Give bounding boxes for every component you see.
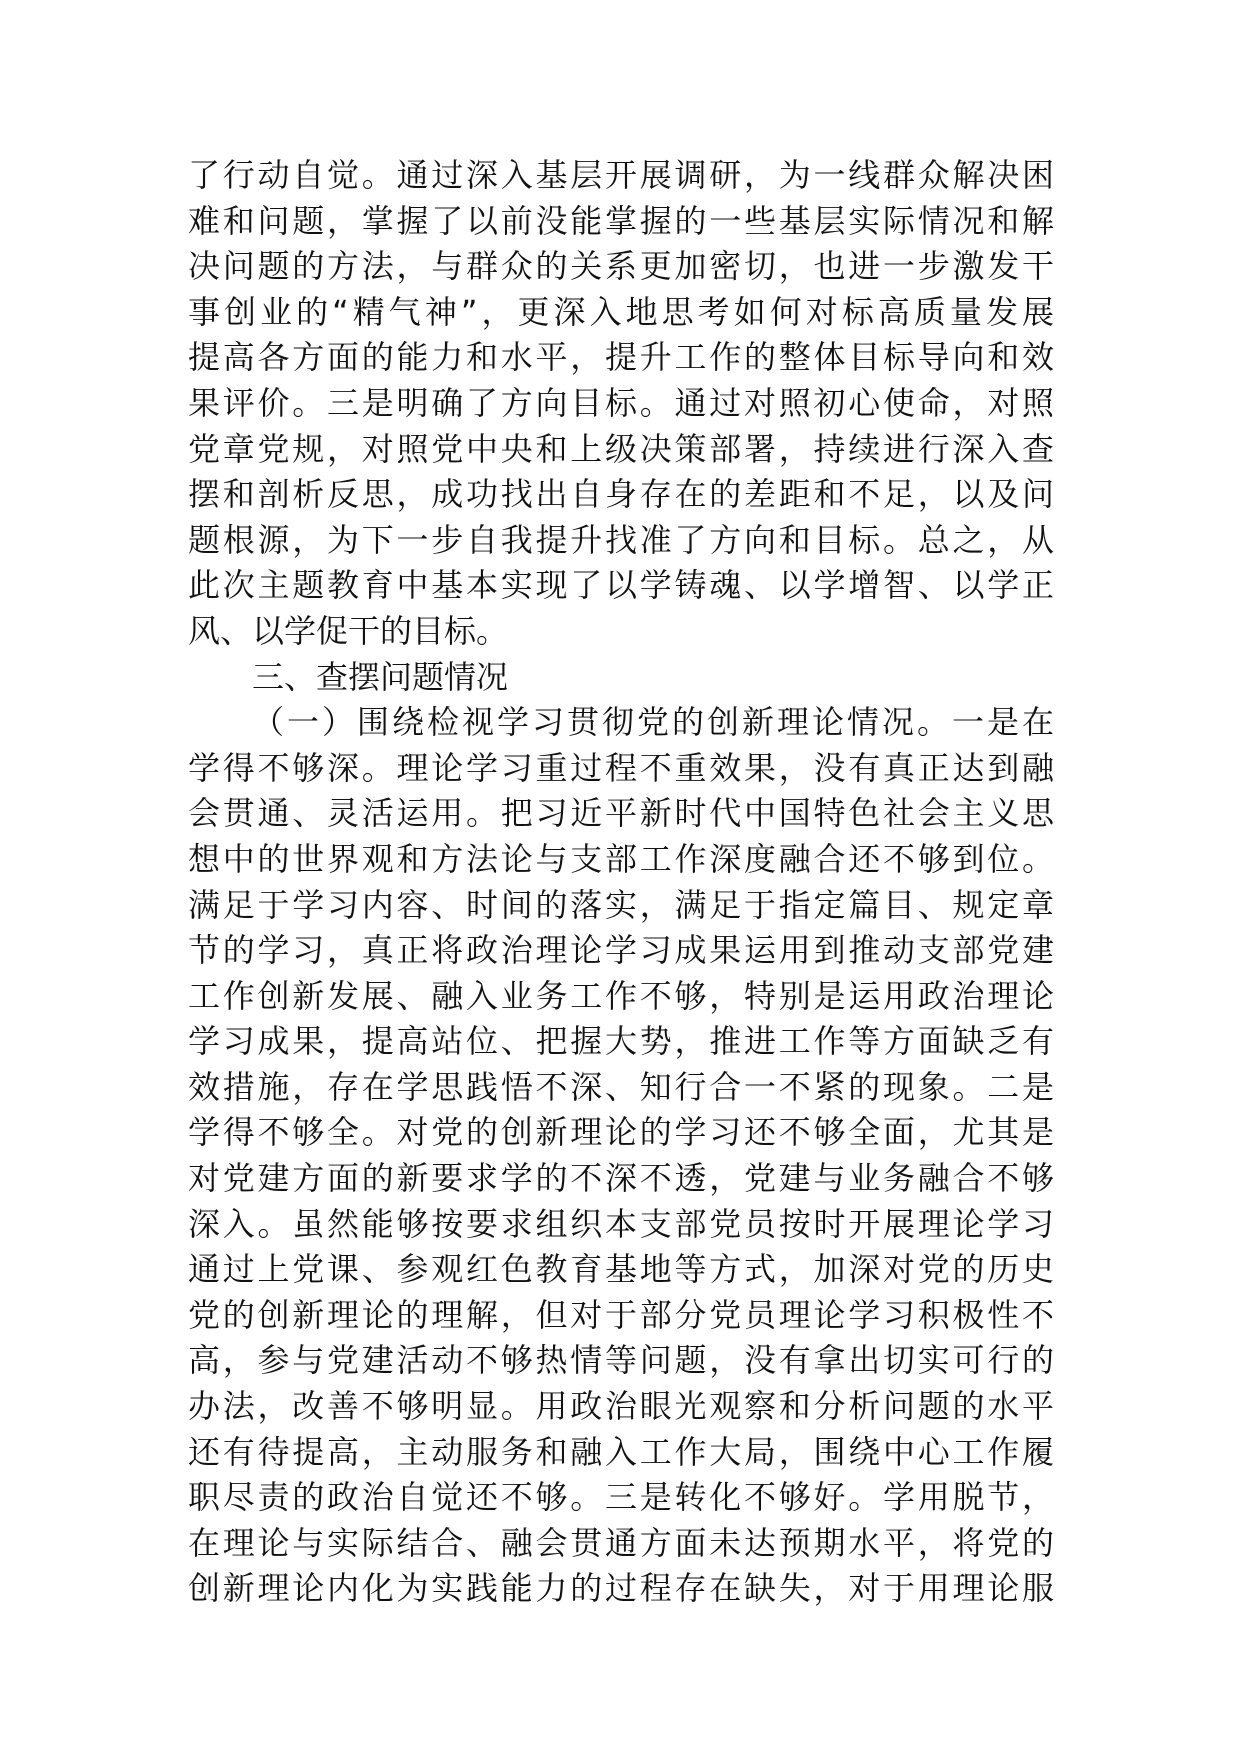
text-line: 想中的世界观和方法论与支部工作深度融合还不够到位。 bbox=[188, 839, 1054, 878]
text-line: 摆和剖析反思，成功找出自身存在的差距和不足，以及问 bbox=[188, 475, 1054, 514]
subsection-first-line: （一）围绕检视学习贯彻党的创新理论情况。一是在 bbox=[252, 703, 1054, 742]
text-line: 党的创新理论的理解，但对于部分党员理论学习积极性不 bbox=[188, 1295, 1054, 1334]
text-line: 风、以学促干的目标。 bbox=[188, 611, 509, 650]
text-line: 还有待提高，主动服务和融入工作大局，围绕中心工作履 bbox=[188, 1432, 1054, 1471]
text-line: 对党建方面的新要求学的不深不透，党建与业务融合不够 bbox=[188, 1159, 1054, 1198]
text-line: 创新理论内化为实践能力的过程存在缺失，对于用理论服 bbox=[188, 1569, 1054, 1608]
text-line: 党章党规，对照党中央和上级决策部署，持续进行深入查 bbox=[188, 429, 1054, 468]
text-line: 难和问题，掌握了以前没能掌握的一些基层实际情况和解 bbox=[188, 201, 1054, 240]
text-line: 职尽责的政治自觉还不够。三是转化不够好。学用脱节， bbox=[188, 1478, 1054, 1517]
text-line: 题根源，为下一步自我提升找准了方向和目标。总之，从 bbox=[188, 520, 1054, 559]
text-line: 果评价。三是明确了方向目标。通过对照初心使命，对照 bbox=[188, 383, 1054, 422]
text-line: 决问题的方法，与群众的关系更加密切，也进一步激发干 bbox=[188, 247, 1054, 286]
text-line: 此次主题教育中基本实现了以学铸魂、以学增智、以学正 bbox=[188, 566, 1054, 605]
text-line: 学习成果，提高站位、把握大势，推进工作等方面缺乏有 bbox=[188, 1022, 1054, 1061]
text-line: 了行动自觉。通过深入基层开展调研，为一线群众解决困 bbox=[188, 156, 1054, 194]
text-line: 高，参与党建活动不够热情等问题，没有拿出切实可行的 bbox=[188, 1341, 1054, 1380]
body-text bbox=[188, 153, 1054, 1612]
section-heading: 三、查摆问题情况 bbox=[252, 657, 509, 696]
text-line: 通过上党课、参观红色教育基地等方式，加深对党的历史 bbox=[188, 1250, 1054, 1289]
text-line: 深入。虽然能够按要求组织本支部党员按时开展理论学习 bbox=[188, 1204, 1054, 1243]
text-line: 在理论与实际结合、融会贯通方面未达预期水平，将党的 bbox=[188, 1523, 1054, 1562]
text-line: 会贯通、灵活运用。把习近平新时代中国特色社会主义思 bbox=[188, 794, 1054, 833]
text-line: 学得不够全。对党的创新理论的学习还不够全面，尤其是 bbox=[188, 1113, 1054, 1152]
text-line: 满足于学习内容、时间的落实，满足于指定篇目、规定章 bbox=[188, 885, 1054, 924]
text-line: 效措施，存在学思践悟不深、知行合一不紧的现象。二是 bbox=[188, 1067, 1054, 1106]
text-line: 学得不够深。理论学习重过程不重效果，没有真正达到融 bbox=[188, 748, 1054, 787]
text-line: 节的学习，真正将政治理论学习成果运用到推动支部党建 bbox=[188, 931, 1054, 970]
text-line: 提高各方面的能力和水平，提升工作的整体目标导向和效 bbox=[188, 338, 1054, 377]
text-line: 事创业的“精气神”，更深入地思考如何对标高质量发展 bbox=[188, 292, 1054, 331]
text-line: 工作创新发展、融入业务工作不够，特别是运用政治理论 bbox=[188, 976, 1054, 1015]
text-line: 办法，改善不够明显。用政治眼光观察和分析问题的水平 bbox=[188, 1387, 1054, 1426]
